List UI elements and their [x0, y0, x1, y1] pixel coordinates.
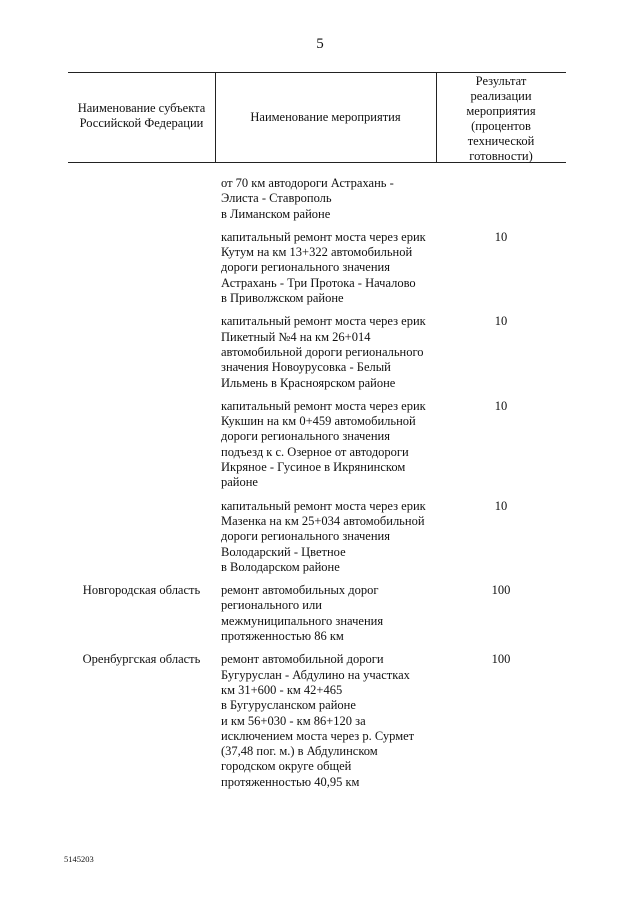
table-top-rule — [68, 72, 566, 73]
result-cell: 10 — [494, 229, 508, 244]
event-cell: капитальный ремонт моста через ерик Мазенка на км 25+034 автомобильной дороги регионального значения Володарский - Цветное в Володарском районе — [221, 498, 426, 574]
result-cell: 100 — [491, 583, 511, 598]
event-cell: от 70 км автодороги Астрахань - Элиста - Ставрополь в Лиманском районе — [221, 176, 394, 221]
header-result-column: Результат реализации мероприятия (процентов технической готовности) — [466, 74, 536, 163]
table-row — [68, 499, 566, 575]
table-row — [68, 314, 566, 390]
header-event-column: Наименование мероприятия — [250, 110, 401, 124]
table-row — [68, 176, 566, 222]
page-number: 5 — [316, 36, 324, 52]
table-row — [68, 399, 566, 491]
result-cell: 100 — [491, 652, 511, 667]
event-cell: ремонт автомобильных дорог регионального или межмуниципального значения протяженностью 86 км — [221, 583, 384, 644]
table-row — [68, 583, 566, 644]
header-region-column: Наименование субъекта Российской Федерации — [77, 101, 206, 130]
region-cell: Оренбургская область — [82, 652, 201, 667]
result-cell: 10 — [494, 498, 508, 513]
result-cell: 10 — [494, 398, 508, 413]
table-row — [68, 652, 566, 790]
event-cell: ремонт автомобильной дороги Бугуруслан - Абдулино на участках км 31+600 - км 42+465 в Бугурусланском районе и км 56+030 - км 86+120 за исключением моста через р. Сурмет (37,48 пог. м.) в Абдулинском городском округе общей протяженностью 40,95 км — [221, 652, 415, 789]
event-cell: капитальный ремонт моста через ерик Пикетный №4 на км 26+014 автомобильной дороги регионального значения Новоурусовка - Белый Ильмень в Красноярском районе — [221, 314, 426, 390]
table-body — [68, 176, 566, 790]
document-code: 5145203 — [64, 854, 94, 864]
region-cell: Новгородская область — [82, 583, 201, 598]
result-cell: 10 — [494, 314, 508, 329]
table-row — [68, 230, 566, 306]
event-cell: капитальный ремонт моста через ерик Кутум на км 13+322 автомобильной дороги регионального значения Астрахань - Три Протока - Началово в Приволжском районе — [221, 229, 426, 306]
event-cell: капитальный ремонт моста через ерик Кукшин на км 0+459 автомобильной дороги регионального значения подъезд к с. Озерное от автодороги Икряное - Гусиное в Икрянинском районе — [221, 398, 426, 490]
